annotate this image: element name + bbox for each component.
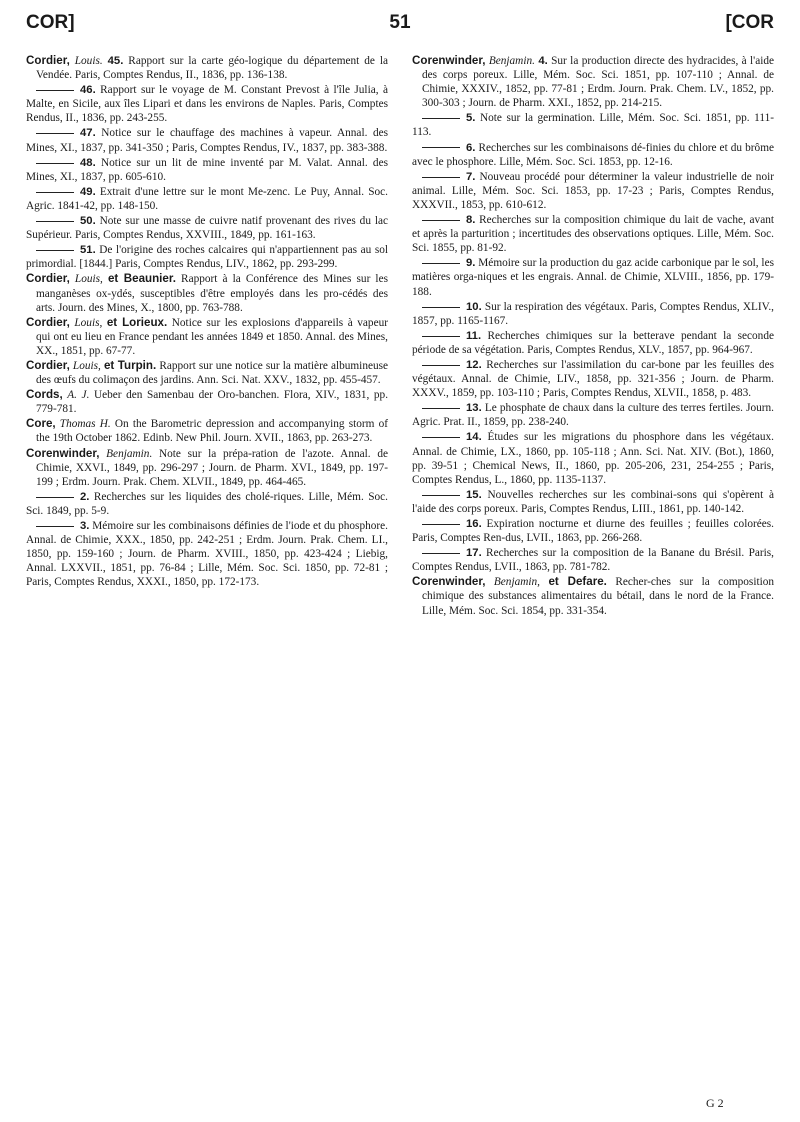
entry-number: 2. xyxy=(80,490,90,503)
ditto-rule xyxy=(36,250,74,251)
ditto-rule xyxy=(422,263,460,264)
entry-text: Nouvelles recherches sur les combinai-sons qui s'opèrent à l'aide des corps poreux. Paris, Comptes Rendus, LIII., 1861, pp. 140-142. xyxy=(412,488,774,515)
bibliography-entry xyxy=(412,111,774,139)
bibliography-entry xyxy=(412,401,774,429)
author-given-name: Benjamin. xyxy=(488,55,535,67)
ditto-rule xyxy=(36,526,74,527)
entry-number: 4. xyxy=(538,55,548,67)
entry-number: 11. xyxy=(466,329,482,342)
bibliography-entry xyxy=(26,417,388,445)
entry-text: On the Barometric depression and accompanying storm of the 19th October 1862. Edinb. New Phil. Journ. XVII., 1863, pp. 263-273. xyxy=(36,418,388,445)
ditto-rule xyxy=(36,497,74,498)
bibliography-entry xyxy=(26,272,388,314)
entry-number: 49. xyxy=(80,185,96,198)
bibliography-entry xyxy=(26,316,388,358)
ditto-rule xyxy=(36,90,74,91)
entry-text: Recherches sur l'assimilation du car-bone par les feuilles des végétaux. Annal. de Chimie, LIV., 1858, pp. 321-356 ; Journ. de Pharm. XXXV., 1859, pp. 103-110 ; Paris, Comptes Rendus, XLVII., 1858, p. 483. xyxy=(412,358,774,400)
bibliography-entry xyxy=(26,214,388,242)
ditto-rule xyxy=(422,495,460,496)
entry-number: 46. xyxy=(80,84,96,97)
ditto-rule xyxy=(422,220,460,221)
bibliography-entry xyxy=(26,156,388,184)
bibliography-entry xyxy=(412,575,774,617)
ditto-rule xyxy=(422,336,460,337)
header-right: [COR xyxy=(725,12,774,33)
entry-text: Rapport sur la carte géo-logique du département de la Vendée. Paris, Comptes Rendus, II., 1836, pp. 136-138. xyxy=(36,55,388,82)
entry-text: Mémoire sur les combinaisons définies de l'iode et du phosphore. Annal. de Chimie, XXX., 1850, pp. 242-251 ; Erdm. Journ. Prak. Chem. LI., 1850, pp. 159-160 ; Journ. de Pharm. XVIII., 1850, pp. 423-424 ; Liebig, Annal. LXXVII., 1851, pp. 76-84 ; Lille, Mém. Soc. Sci. 1850, pp. 72-81 ; Paris, Comptes Rendus, XXXI., 1850, pp. 172-173. xyxy=(26,520,389,589)
author-surname: Corenwinder, xyxy=(26,446,100,460)
bibliography-entry xyxy=(412,546,774,574)
header-left: COR] xyxy=(26,12,75,33)
ditto-rule xyxy=(422,365,460,366)
entry-text: Le phosphate de chaux dans la culture des terres fertiles. Journ. Agric. Prat. II., 1859, pp. 238-240. xyxy=(412,402,774,429)
entry-number: 5. xyxy=(466,112,476,125)
entry-text: Recher-ches sur la composition chimique des substances alimentaires du bétail, dans le nord de la France. Lille, Mém. Soc. Sci. 1854, pp. 331-354. xyxy=(422,576,775,617)
entry-text: Sur la production directe des hydracides, à l'aide des corps poreux. Lille, Mém. Soc. Sci. 1851, pp. 107-110 ; Annal. de Chimie, XXXIV., 1852, pp. 77-81 ; Erdm. Journ. Prak. Chem. LV., 1852, pp. 300-303 ; Journ. de Pharm. XXI., 1852, pp. 214-215. xyxy=(422,55,775,110)
entry-text: Recherches sur la composition de la Banane du Brésil. Paris, Comptes Rendus, LVII., 1863, pp. 781-782. xyxy=(412,547,774,574)
co-author: et Lorieux. xyxy=(106,315,168,329)
bibliography-entry xyxy=(26,243,388,271)
bibliography-entry xyxy=(412,256,774,298)
bibliography-entry xyxy=(412,329,774,357)
bibliography-entry xyxy=(26,388,388,416)
entry-number: 6. xyxy=(466,141,476,154)
entry-number: 10. xyxy=(466,300,482,313)
entry-number: 16. xyxy=(466,518,482,530)
bibliography-entry xyxy=(26,519,388,589)
author-surname: Cordier, xyxy=(26,358,70,372)
entry-text: De l'origine des roches calcaires qui n'appartiennent pas au sol primordial. [1844.] Paris, Comptes Rendus, LIV., 1862, pp. 293-299. xyxy=(26,244,389,271)
entry-text: Nouveau procédé pour déterminer la valeur industrielle de noir animal. Lille, Mém. Soc. Sci. 1853, pp. 17-23 ; Paris, Comptes Rendus, XXXVII., 1853, pp. 610-612. xyxy=(412,170,774,211)
entry-number: 7. xyxy=(466,170,476,183)
ditto-rule xyxy=(422,437,460,438)
bibliography-entry xyxy=(26,447,388,489)
bibliography-entry xyxy=(412,358,774,400)
ditto-rule xyxy=(36,221,74,222)
bibliography-entry xyxy=(412,430,774,486)
entry-text: Notice sur le chauffage des machines à vapeur. Annal. des Mines, XI., 1837, pp. 341-350 ; Paris, Comptes Rendus, IV., 1837, pp. 383-388. xyxy=(26,127,388,154)
entry-number: 15. xyxy=(466,488,482,501)
bibliography-entry xyxy=(26,83,388,125)
entry-text: Études sur les migrations du phosphore dans les végétaux. Annal. de Chimie, LX., 1860, pp. 105-118 ; Ann. Sci. Nat. XIV. (Bot.), 1860, pp. 39-51 ; Chemical News, II., 1860, pp. 205-206, 231, 254-255 ; Paris, Comptes Rendus, L., 1860, pp. 1135-1137. xyxy=(412,431,775,486)
author-surname: Core, xyxy=(26,417,56,431)
ditto-rule xyxy=(422,118,460,119)
entry-text: Recherches sur les combinaisons dé-finies du chlore et du brôme avec le phosphore. Lille, Mém. Soc. Sci. 1853, pp. 12-16. xyxy=(412,141,774,168)
bibliography-entry xyxy=(412,141,774,169)
entry-text: Notice sur un lit de mine inventé par M. Valat. Annal. des Mines, XI., 1837, pp. 605-610. xyxy=(26,156,388,183)
entry-number: 48. xyxy=(80,156,96,169)
entry-text: Recherches sur la composition chimique du lait de vache, avant et après la parturition ; incertitudes des observations optiques. Lille, Mém. Soc. Sci. 1855, pp. 81-92. xyxy=(412,214,774,255)
ditto-rule xyxy=(422,524,460,525)
ditto-rule xyxy=(422,408,460,409)
author-surname: Cordier, xyxy=(26,272,70,286)
author-surname: Cordier, xyxy=(26,54,70,67)
author-surname: Cords, xyxy=(26,388,63,402)
author-given-name: Benjamin, xyxy=(493,576,541,589)
bibliography-entry xyxy=(26,490,388,518)
left-column xyxy=(26,54,388,590)
right-column xyxy=(412,54,774,619)
ditto-rule xyxy=(422,307,460,308)
page-header xyxy=(26,12,774,40)
ditto-rule xyxy=(36,133,74,134)
entry-text: Sur la respiration des végétaux. Paris, Comptes Rendus, XLIV., 1857, pp. 1165-1167. xyxy=(412,300,774,327)
entry-text: Rapport à la Conférence des Mines sur les manganèses ox-ydés, susceptibles d'être employés dans les pro-cédés des arts. Journ. des Mines, X., 1800, pp. 763-788. xyxy=(36,273,388,314)
bibliography-entry xyxy=(412,488,774,516)
signature-mark: G 2 xyxy=(706,1096,724,1110)
bibliography-entry xyxy=(412,300,774,328)
bibliography-entry xyxy=(26,126,388,154)
entry-text: Note sur une masse de cuivre natif provenant des rives du lac Supérieur. Paris, Comptes Rendus, XXVIII., 1849, pp. 161-163. xyxy=(26,215,389,242)
author-given-name: Benjamin. xyxy=(106,447,153,460)
entry-number: 51. xyxy=(80,244,96,257)
entry-text: Rapport sur le voyage de M. Constant Prevost à l'île Julia, à Malte, en Sicile, aux îles Lipari et dans les environs de Naples. Paris, Comptes Rendus, II., 1836, pp. 243-255. xyxy=(26,84,388,125)
bibliography-entry xyxy=(26,185,388,213)
bibliography-entry xyxy=(412,170,774,212)
entry-text: Recherches sur les liquides des cholé-riques. Lille, Mém. Soc. Sci. 1849, pp. 5-9. xyxy=(26,490,388,517)
entry-number: 3. xyxy=(80,520,90,532)
entry-number: 45. xyxy=(107,55,124,67)
bibliography-entry xyxy=(26,359,388,387)
entry-text: Note sur la germination. Lille, Mém. Soc. Sci. 1851, pp. 111-113. xyxy=(412,112,774,139)
entry-number: 13. xyxy=(466,402,482,415)
author-given-name: Louis. xyxy=(74,55,103,67)
entry-text: Notice sur les explosions d'appareils à vapeur qui ont eu lieu en France pendant les années 1849 et 1850. Annal. des Mines, XX., 1851, pp. 67-77. xyxy=(36,316,388,357)
entry-number: 14. xyxy=(466,431,482,444)
bibliography-entry xyxy=(412,517,774,545)
author-surname: Cordier, xyxy=(26,315,70,329)
entry-text: Expiration nocturne et diurne des feuilles ; feuilles colorées. Paris, Comptes Ren-dus, LVII., 1863, pp. 266-268. xyxy=(412,518,774,545)
entry-text: Ueber den Samenbau der Oro-banchen. Flora, XIV., 1831, pp. 779-781. xyxy=(36,389,389,416)
author-given-name: Louis, xyxy=(74,273,103,286)
entry-number: 8. xyxy=(466,214,476,227)
entry-text: Mémoire sur la production du gaz acide carbonique par le sol, les matières orga-niques et les engrais. Annal. de Chimie, XLVIII., 1856, pp. 179-188. xyxy=(412,257,774,298)
entry-number: 47. xyxy=(80,127,96,140)
ditto-rule xyxy=(422,147,460,148)
bibliography-entry xyxy=(26,54,388,82)
author-surname: Corenwinder, xyxy=(412,54,486,67)
author-given-name: Louis, xyxy=(74,316,103,329)
co-author: et Turpin. xyxy=(103,358,157,372)
page-number: 51 xyxy=(389,12,411,33)
bibliography-entry xyxy=(412,213,774,255)
entry-number: 9. xyxy=(466,257,476,270)
author-surname: Corenwinder, xyxy=(412,575,486,589)
entry-number: 50. xyxy=(80,215,96,228)
author-given-name: A. J. xyxy=(67,389,90,402)
entry-number: 12. xyxy=(466,358,482,371)
author-given-name: Thomas H. xyxy=(59,418,111,431)
co-author: et Defare. xyxy=(548,575,607,589)
entry-number: 17. xyxy=(466,547,482,560)
entry-text: Note sur la prépa-ration de l'azote. Annal. de Chimie, XXVI., 1849, pp. 296-297 ; Journ. de Pharm. XVI., 1849, pp. 197-199 ; Erdm. Journ. Prak. Chem. XLVII., 1849, pp. 464-465. xyxy=(36,447,388,488)
co-author: et Beaunier. xyxy=(107,272,176,286)
entry-text: Extrait d'une lettre sur le mont Me-zenc. Le Puy, Annal. Soc. Agric. 1841-42, pp. 148-150. xyxy=(26,185,388,212)
bibliography-entry xyxy=(412,54,774,110)
ditto-rule xyxy=(36,163,74,164)
entry-text: Recherches chimiques sur la betterave pendant la seconde période de sa végétation. Paris, Comptes Rendus, XLV., 1857, pp. 964-967. xyxy=(412,329,774,356)
ditto-rule xyxy=(422,177,460,178)
ditto-rule xyxy=(36,192,74,193)
entry-text: Rapport sur une notice sur la matière albumineuse des œufs du colimaçon des jardins. Ann. Sci. Nat. XXV., 1832, pp. 455-457. xyxy=(36,359,389,387)
ditto-rule xyxy=(422,553,460,554)
author-given-name: Louis, xyxy=(72,359,101,372)
